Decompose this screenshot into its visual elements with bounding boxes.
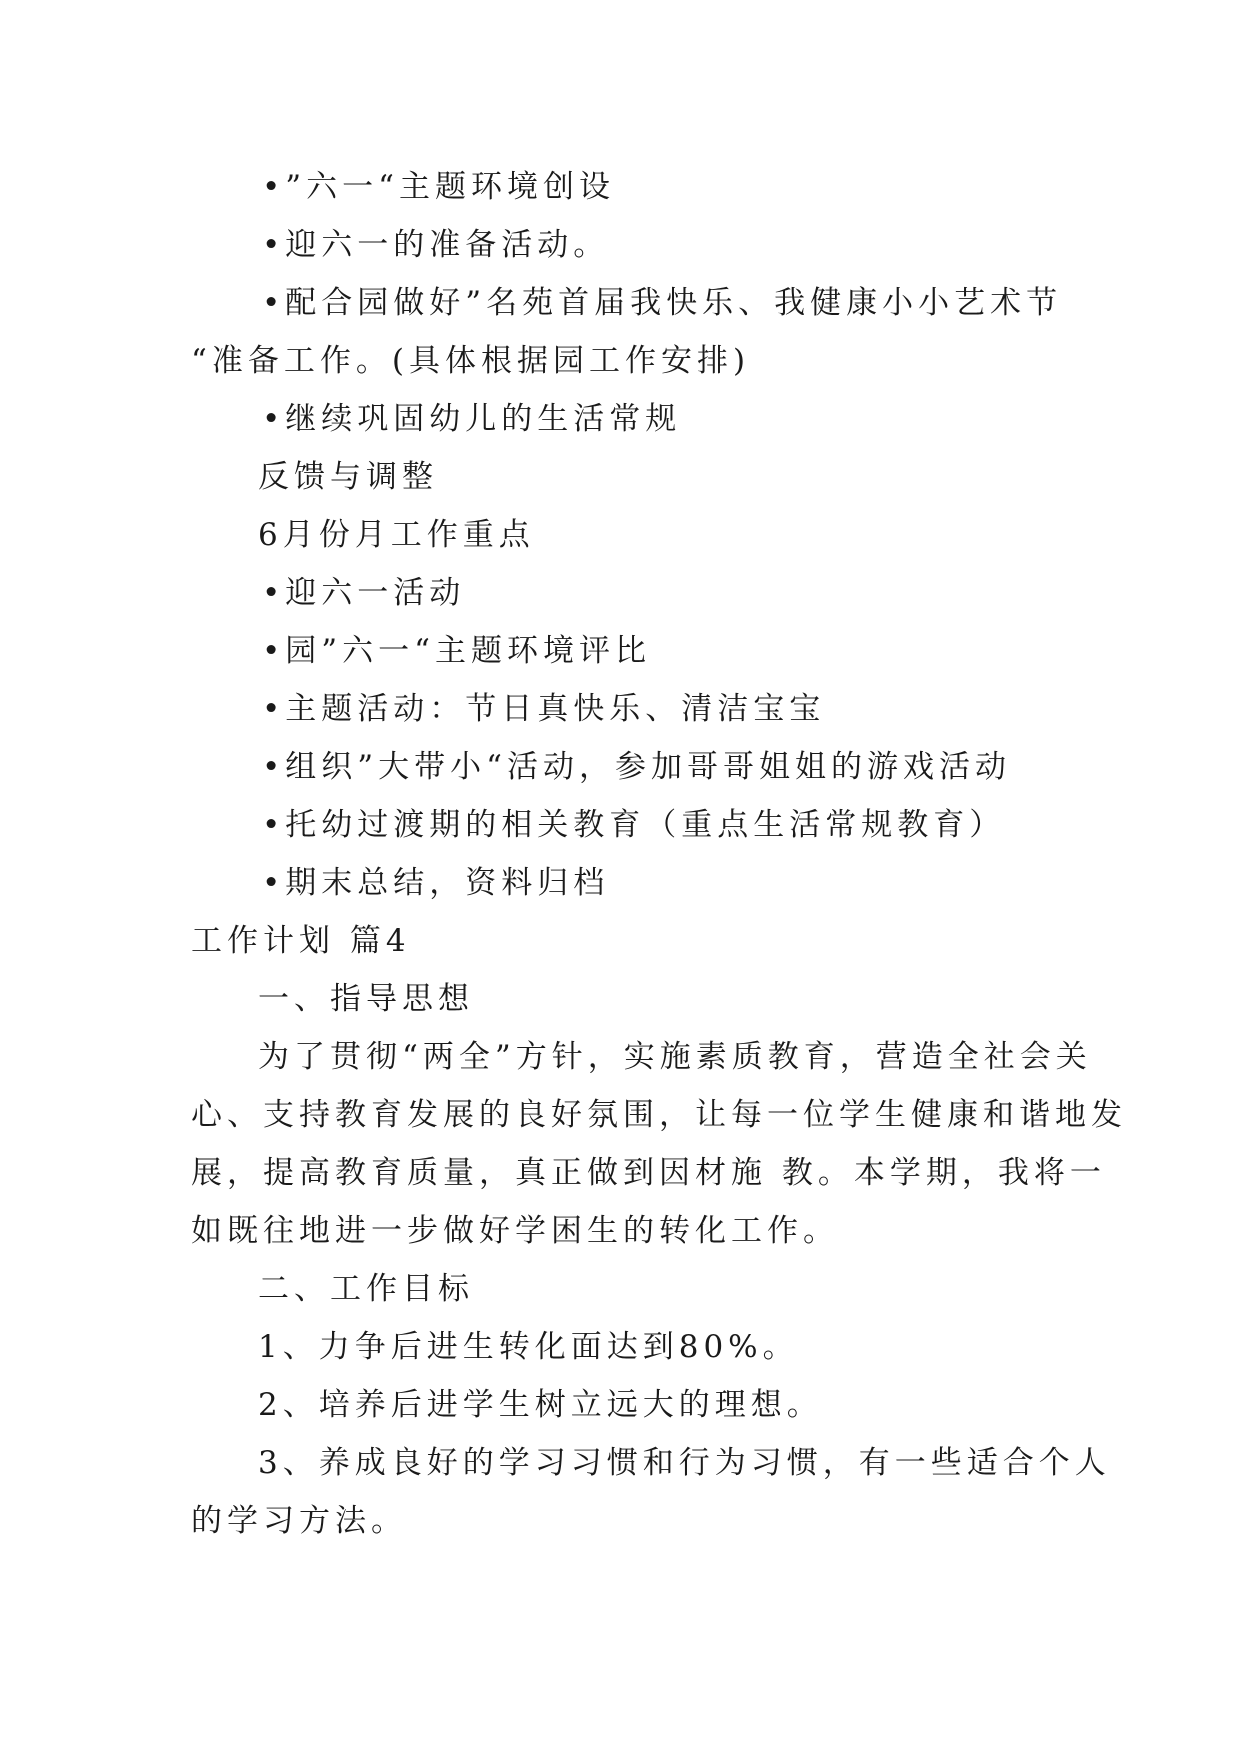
text-line: 6月份月工作重点 bbox=[258, 517, 535, 553]
bullet-line: •托幼过渡期的相关教育（重点生活常规教育） bbox=[262, 807, 1006, 843]
paragraph-line: 展，提高教育质量，真正做到因材施 教。本学期，我将一 bbox=[191, 1155, 1106, 1191]
section-heading: 工作计划 篇4 bbox=[191, 923, 411, 959]
paragraph-line: 如既往地进一步做好学困生的转化工作。 bbox=[191, 1213, 839, 1249]
text-line: “准备工作。(具体根据园工作安排) bbox=[191, 343, 751, 379]
bullet-line: •配合园做好”名苑首届我快乐、我健康小小艺术节 bbox=[262, 285, 1063, 321]
subheading: 一、指导思想 bbox=[258, 981, 474, 1017]
bullet-line: •继续巩固幼儿的生活常规 bbox=[262, 401, 682, 437]
list-item: 2、培养后进学生树立远大的理想。 bbox=[258, 1387, 823, 1423]
paragraph-line: 的学习方法。 bbox=[191, 1503, 407, 1539]
bullet-line: •园”六一“主题环境评比 bbox=[262, 633, 651, 669]
list-item: 3、养成良好的学习习惯和行为习惯，有一些适合个人 bbox=[258, 1445, 1111, 1481]
bullet-line: •迎六一的准备活动。 bbox=[262, 227, 610, 263]
bullet-line: •期末总结，资料归档 bbox=[262, 865, 610, 901]
text-line: 反馈与调整 bbox=[258, 459, 438, 495]
bullet-line: •主题活动：节日真快乐、清洁宝宝 bbox=[262, 691, 826, 727]
bullet-line: •组织”大带小“活动，参加哥哥姐姐的游戏活动 bbox=[262, 749, 1011, 785]
bullet-line: •”六一“主题环境创设 bbox=[262, 169, 615, 205]
paragraph-line: 为了贯彻“两全”方针，实施素质教育，营造全社会关 bbox=[258, 1039, 1092, 1075]
list-item: 1、力争后进生转化面达到80%。 bbox=[258, 1329, 799, 1365]
subheading: 二、工作目标 bbox=[258, 1271, 474, 1307]
paragraph-line: 心、支持教育发展的良好氛围，让每一位学生健康和谐地发 bbox=[191, 1097, 1127, 1133]
bullet-line: •迎六一活动 bbox=[262, 575, 466, 611]
